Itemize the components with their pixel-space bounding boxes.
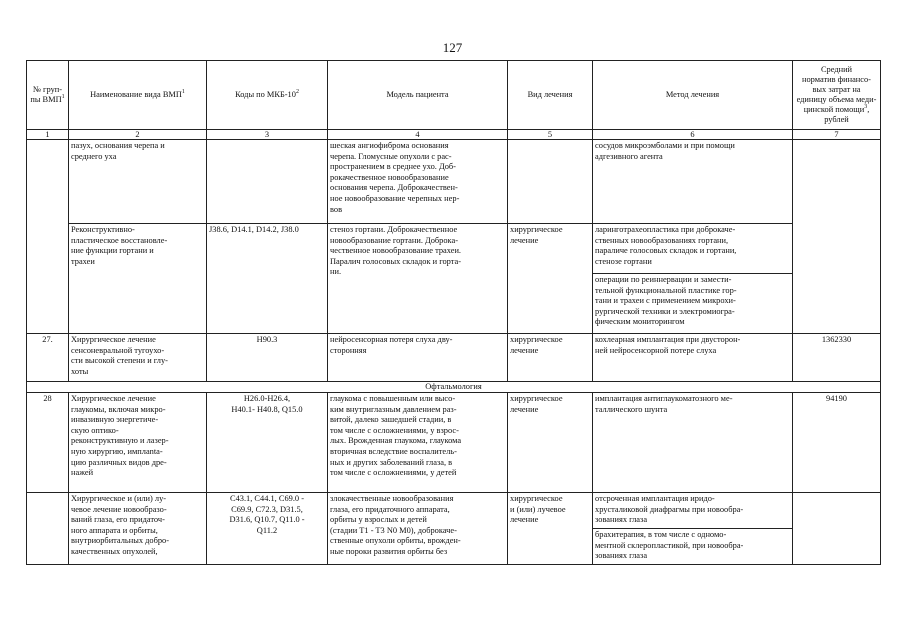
section-title: Офтальмология [27, 382, 881, 393]
type-cell: хирургическое лечение [508, 393, 593, 493]
method-cell: имплантация антиглаукоматозного ме- таллического шунта [593, 393, 793, 493]
header-cost: Средний норматив финансо- вых затрат на единицу объема меди- цинской помощи$^3$, рублей [793, 61, 881, 130]
table-row [27, 334, 881, 382]
vmp-name-cell: Хирургическое лечение глаукомы, включая микро- инвазивную энергетиче- скую оптико- реконструктивную и лазер- ную хирургию, имплanta- цию различных видов дре- нажей [69, 393, 207, 493]
type-cell: хирургическое лечение [508, 334, 593, 382]
codes-cell: H90.3 [207, 334, 328, 382]
cost-cell: 94190 [793, 393, 881, 493]
column-number-row [27, 130, 881, 140]
column-number: 2 [69, 130, 207, 140]
type-cell: хирургическое и (или) лучевое лечение [508, 493, 593, 565]
group-cell [27, 140, 69, 334]
column-number: 5 [508, 130, 593, 140]
vmp-name-cell: Хирургическое лечение сенсоневральной тугоухо- сти высокой степени и глу- хоты [69, 334, 207, 382]
column-number: 3 [207, 130, 328, 140]
vmp-table [26, 60, 881, 565]
model-cell: злокачественные новообразования глаза, его придаточного аппарата, орбиты у взрослых и детей (стадии T1 - T3 N0 M0), доброкаче- ственные опухоли орбиты, врожден- ные пороки развития орбиты без [328, 493, 508, 565]
header-type: Вид лечения [508, 61, 593, 130]
group-cell [27, 493, 69, 565]
method-cell: операции по реиннервации и замести- тельной функциональной пластике гор- тани и трахеи с применением микрохи- рургической техники и электромиогра- фическим мониторингом [593, 274, 793, 334]
column-number: 4 [328, 130, 508, 140]
column-number: 1 [27, 130, 69, 140]
vmp-name-cell: Реконструктивно- пластическое восстановле- ние функции гортани и трахеи [69, 224, 207, 334]
model-cell: шеская ангиофиброма основания черепа. Гломусные опухоли с рас- пространением в среднее ухо. Доб- рокачественное новообразование основания черепа. Доброкачествен- ное новообразование черепных нер- вов [328, 140, 508, 224]
page-number: 127 [442, 40, 463, 55]
type-cell: хирургическое лечение [508, 224, 593, 334]
header-method: Метод лечения [593, 61, 793, 130]
group-cell: 28 [27, 393, 69, 493]
group-cell: 27. [27, 334, 69, 382]
method-cell: кохлеарная имплантация при двусторон- ней нейросенсорной потере слуха [593, 334, 793, 382]
vmp-name-cell: Хирургическое и (или) лу- чевое лечение новообразо- ваний глаза, его придаточ- ного аппарата и орбиты, внутриорбитальных добро- качественных опухолей, [69, 493, 207, 565]
cost-cell [793, 140, 881, 334]
method-cell: ларинготрахеопластика при доброкаче- ственных новообразованиях гортани, параличе голосовых складок и гортани, стенозе гортани [593, 224, 793, 274]
cost-cell [793, 493, 881, 565]
header-name: Наименование вида ВМП$^1$ [69, 61, 207, 130]
model-cell: стеноз гортани. Доброкачественное новообразование гортани. Доброка- чественное новообразование трахеи. Паралич голосовых складок и горта- ни. [328, 224, 508, 334]
table-row [27, 224, 881, 274]
vmp-name-cell: пазух, основания черепа и среднего уха [69, 140, 207, 224]
model-cell: глаукома с повышенным или высо- ким внутриглазным давлением раз- витой, далеко зашедшей стадии, в том числе с осложнениями, у взрос- лых. Врожденная глаукома, глаукома вторичная вследствие воспалитель- ных и других заболеваний глаза, в том числе с осложнениями, у детей [328, 393, 508, 493]
model-cell: нейросенсорная потеря слуха дву- сторонняя [328, 334, 508, 382]
method-cell: отсроченная имплантация иридо- хрусталиковой диафрагмы при новообра- зованиях глаза [593, 493, 793, 529]
section-row [27, 382, 881, 393]
header-codes: Коды по МКБ-$10^2$ [207, 61, 328, 130]
table-row [27, 393, 881, 493]
method-cell: сосудов микроэмболами и при помощи адгезивного агента [593, 140, 793, 224]
header-row [27, 61, 881, 130]
table-row [27, 493, 881, 529]
cost-cell: 1362330 [793, 334, 881, 382]
column-number: 6 [593, 130, 793, 140]
codes-cell: H26.0-H26.4, H40.1- H40.8, Q15.0 [207, 393, 328, 493]
header-group: № груп- пы ВМП$^1$ [27, 61, 69, 130]
codes-cell [207, 140, 328, 224]
codes-cell: J38.6, D14.1, D14.2, J38.0 [207, 224, 328, 334]
column-number: 7 [793, 130, 881, 140]
table-row [27, 140, 881, 224]
type-cell [508, 140, 593, 224]
header-model: Модель пациента [328, 61, 508, 130]
codes-cell: C43.1, C44.1, C69.0 - C69.9, C72.3, D31.5, D31.6, Q10.7, Q11.0 - Q11.2 [207, 493, 328, 565]
method-cell: брахитерапия, в том числе с одномо- ментной склеропластикой, при новообра- зованиях глаза [593, 529, 793, 565]
